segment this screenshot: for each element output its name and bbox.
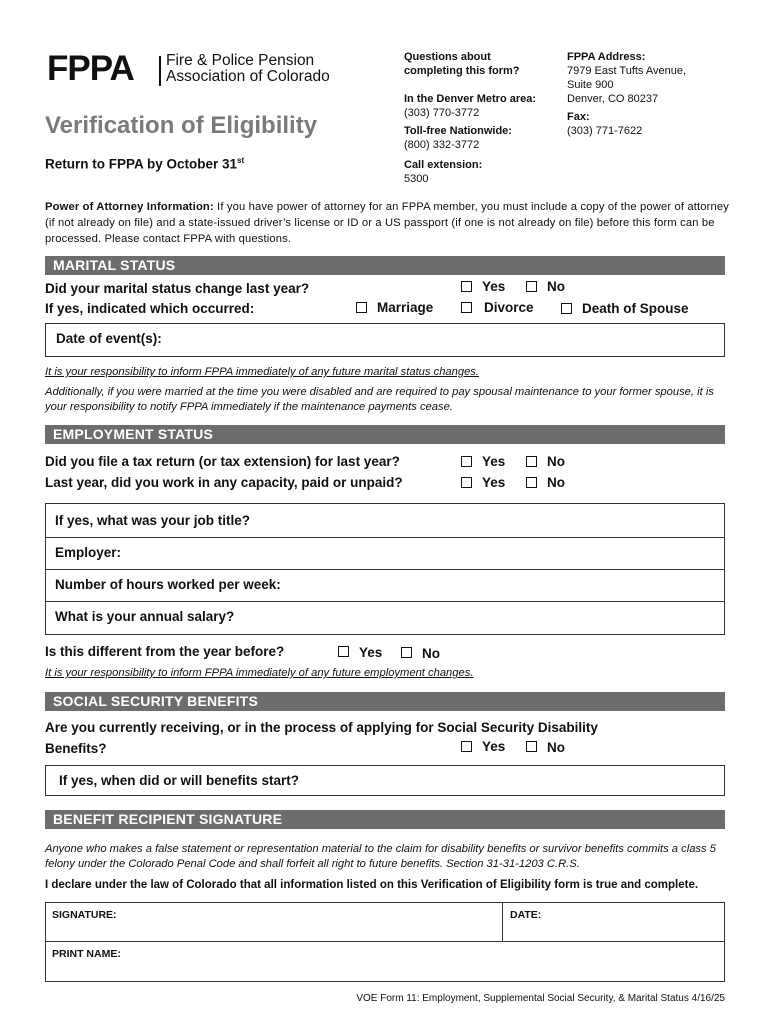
employment-question-1: Did you file a tax return (or tax extension) for last year? <box>45 454 400 469</box>
employment-responsibility-note: It is your responsibility to inform FPPA immediately of any future employment changes. <box>45 667 474 679</box>
marital-change-no-checkbox[interactable] <box>526 281 537 292</box>
employment-question-2: Last year, did you work in any capacity, paid or unpaid? <box>45 475 403 490</box>
ssb-no-label: No <box>547 740 565 755</box>
marital-question-2: If yes, indicated which occurred: <box>45 301 255 316</box>
tax-return-no-checkbox[interactable] <box>526 456 537 467</box>
marital-change-yes-checkbox[interactable] <box>461 281 472 292</box>
marital-change-no-label: No <box>547 279 565 294</box>
address-line-3: Denver, CO 80237 <box>567 93 659 105</box>
signature-row-divider <box>45 941 725 942</box>
signature-box <box>45 902 725 982</box>
worked-no-label: No <box>547 475 565 490</box>
field-divider <box>45 601 725 602</box>
marriage-label: Marriage <box>377 300 434 315</box>
employment-question-3: Is this different from the year before? <box>45 644 285 659</box>
fax-value: (303) 771-7622 <box>567 125 643 137</box>
signature-field[interactable]: SIGNATURE: <box>52 909 117 921</box>
job-title-field[interactable]: If yes, what was your job title? <box>55 513 251 528</box>
field-divider <box>45 569 725 570</box>
form-footer: VOE Form 11: Employment, Supplemental Social Security, & Marital Status 4/16/25 <box>356 993 725 1004</box>
denver-label: In the Denver Metro area: <box>404 93 537 105</box>
address-line-1: 7979 East Tufts Avenue, <box>567 65 687 77</box>
worked-yes-checkbox[interactable] <box>461 477 472 488</box>
return-deadline: Return to FPPA by October 31st <box>45 156 245 172</box>
date-field[interactable]: DATE: <box>510 909 542 921</box>
print-name-field[interactable]: PRINT NAME: <box>52 948 121 960</box>
contact-block <box>404 50 564 186</box>
worked-yes-label: Yes <box>482 475 506 490</box>
section-signature: BENEFIT RECIPIENT SIGNATURE <box>45 810 725 829</box>
section-marital-status: MARITAL STATUS <box>45 256 725 275</box>
employer-field[interactable]: Employer: <box>55 545 122 560</box>
different-year-yes-checkbox[interactable] <box>338 646 349 657</box>
marital-change-yes-label: Yes <box>482 279 506 294</box>
date-of-event-label: Date of event(s): <box>56 331 162 346</box>
ssb-question-line-2: Benefits? <box>45 741 107 756</box>
extension-label: Call extension: <box>404 159 483 171</box>
different-year-no-checkbox[interactable] <box>401 647 412 658</box>
divorce-label: Divorce <box>484 300 534 315</box>
logo-wordmark <box>166 53 330 85</box>
hours-per-week-field[interactable]: Number of hours worked per week: <box>55 577 281 592</box>
marital-responsibility-note: It is your responsibility to inform FPPA immediately of any future marital status changes. <box>45 366 480 378</box>
ssb-no-checkbox[interactable] <box>526 741 537 752</box>
spousal-maintenance-note: Additionally, if you were married at the time you were disabled and are required to pay spousal maintenance to your former spouse, it is your responsibility to notify FPPA immediately if the maintenance payments cease. <box>45 386 714 413</box>
tax-return-no-label: No <box>547 454 565 469</box>
address-label: FPPA Address: <box>567 51 646 63</box>
false-statement-warning: Anyone who makes a false statement or representation material to the claim for disability benefits or survivor benefits commits a class 5 felony under the Colorado Penal Code and shall forfeit all right to future benefits. Section 31-31-1203 C.R.S. <box>45 843 716 870</box>
page-title: Verification of Eligibility <box>45 112 318 139</box>
death-of-spouse-label: Death of Spouse <box>582 301 689 316</box>
address-block <box>567 50 737 138</box>
section-employment-status: EMPLOYMENT STATUS <box>45 425 725 444</box>
benefits-start-field[interactable] <box>45 765 725 796</box>
extension-value: 5300 <box>404 173 429 185</box>
logo-divider <box>159 56 161 86</box>
logo-line-1: Fire & Police Pension <box>166 52 315 69</box>
ssb-question-line-1: Are you currently receiving, or in the process of applying for Social Security Disability <box>45 720 598 735</box>
different-year-yes-label: Yes <box>359 645 383 660</box>
marital-question-1: Did your marital status change last year? <box>45 281 310 296</box>
tollfree-phone: (800) 332-3772 <box>404 139 480 151</box>
ssb-yes-checkbox[interactable] <box>461 741 472 752</box>
declaration-statement: I declare under the law of Colorado that all information listed on this Verification of Eligibility form is true and complete. <box>45 879 699 891</box>
logo-line-2: Association of Colorado <box>166 68 330 85</box>
divorce-checkbox[interactable] <box>461 302 472 313</box>
section-social-security: SOCIAL SECURITY BENEFITS <box>45 692 725 711</box>
marriage-checkbox[interactable] <box>356 302 367 313</box>
fax-label: Fax: <box>567 111 590 123</box>
ssb-yes-label: Yes <box>482 739 506 754</box>
different-year-no-label: No <box>422 646 440 661</box>
questions-line-1: Questions about <box>404 51 491 63</box>
tax-return-yes-label: Yes <box>482 454 506 469</box>
questions-line-2: completing this form? <box>404 65 520 77</box>
signature-date-divider <box>502 902 503 941</box>
date-of-event-field[interactable] <box>45 323 725 357</box>
tollfree-label: Toll-free Nationwide: <box>404 125 512 137</box>
power-of-attorney-info: Power of Attorney Information: If you have power of attorney for an FPPA member, you must include a copy of the power of attorney (if not already on file) and a state-issued driver’s license or ID or a US passport (if one is not already on file) before this form can be processed. Please contact FPPA with questions. <box>45 201 730 245</box>
denver-phone: (303) 770-3772 <box>404 107 480 119</box>
benefits-start-label: If yes, when did or will benefits start? <box>59 773 300 788</box>
annual-salary-field[interactable]: What is your annual salary? <box>55 609 235 624</box>
death-of-spouse-checkbox[interactable] <box>561 303 572 314</box>
worked-no-checkbox[interactable] <box>526 477 537 488</box>
address-line-2: Suite 900 <box>567 79 614 91</box>
tax-return-yes-checkbox[interactable] <box>461 456 472 467</box>
field-divider <box>45 537 725 538</box>
fppa-logo: FPPA <box>47 49 134 88</box>
